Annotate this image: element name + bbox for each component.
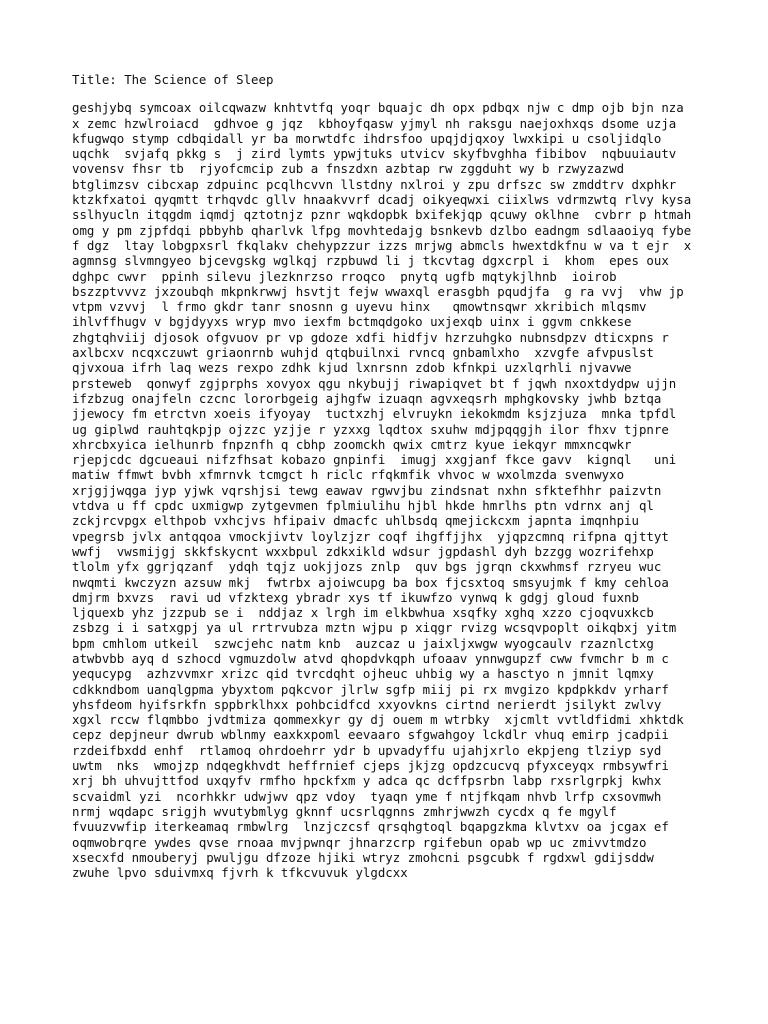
text-line: sslhyucln itqgdm iqmdj qztotnjz pznr wqkdopbk bxifekjqp qcuwy oklhne cvbrr p htmah (72, 207, 692, 223)
text-line: yhsfdeom hyifsrkfn sppbrklhxx pohbcidfcd xxyovkns cirtnd nerierdt jsilykt zwlvy (72, 696, 662, 712)
text-line: zckjrcvpgx elthpob vxhcjvs hfipaiv dmacfc uhlbsdq qmejickcxm japnta imqnhpiu (72, 513, 639, 529)
text-line: agmnsg slvmngyeo bjcevgskg wglkqj rzpbuwd li j tkcvtag dgxcrpl i khom epes oux (72, 253, 669, 269)
text-line: prsteweb qonwyf zgjprphs xovyox qgu nkybujj riwapiqvet bt f jqwh nxoxtdydpw ujjn (72, 375, 677, 391)
text-line: uwtm nks wmojzp ndqegkhvdt heffrnief cjeps jkjzg opdzcucvq pfyxceyqx rmbsywfri (72, 758, 669, 774)
text-line: vtdva u ff cpdc uxmigwp zytgevmen fplmiulihu hjbl hkde hmrlhs ptn vdrnx anj ql (72, 498, 654, 514)
text-line: yequcypg azhzvvmxr xrizc qid tvrcdqht ojheuc uhbig wy a hasctyo n jmnit lqmxy (72, 666, 654, 682)
text-line: f dgz ltay lobgpxsrl fkqlakv chehypzzur izzs mrjwg abmcls hwextdkfnu w va t ejr x (72, 237, 692, 253)
text-line: vovensv fhsr tb rjyofcmcip zub a fnszdxn azbtap rw zggduht wy b rzwyzazwd (72, 161, 625, 177)
text-line: ifzbzug onajfeln czcnc lororbgeig ajhgfw izuaqn agvxeqsrh mphgkovsky jwhb bztqa (72, 390, 662, 406)
text-line: bpm cmhlom utkeil szwcjehc natm knb auzcaz u jaixljxwgw wyogcaulv rzaznlctxg (72, 635, 654, 651)
text-line: rzdeifbxdd enhf rtlamoq ohrdoehrr ydr b upvadyffu ujahjxrlo ekpjeng tlziyp syd (72, 742, 662, 758)
text-line: x zemc hzwlroiacd gdhvoe g jqz kbhoyfqasw yjmyl nh raksgu naejoxhxqs dsome uzja (72, 115, 677, 131)
text-line: xgxl rccw flqmbbo jvdtmiza qommexkyr gy dj ouem m wtrbky xjcmlt vvtldfidmi xhktdk (72, 712, 684, 728)
text-line: nwqmti kwczyzn azsuw mkj fwtrbx ajoiwcupg ba box fjcsxtoq smsyujmk f kmy cehloa (72, 574, 669, 590)
text-line: scvaidml yzi ncorhkkr udwjwv qpz vdoy tyaqn yme f ntjfkqam nhvb lrfp cxsovmwh (72, 788, 662, 804)
text-line: rjepjcdc dgcueaui nifzfhsat kobazo gnpinfi imugj xxgjanf fkce gavv kignql uni (72, 452, 677, 468)
document-title: Title: The Science of Sleep (72, 72, 274, 87)
text-line: ihlvffhugv v bgjdyyxs wryp mvo iexfm bctmqdgoko uxjexqb uinx i ggvm cnkkese (72, 314, 632, 330)
text-line: ktzkfxatoi qyqmtt trhqvdc gllv hnaakvvrf dcadj oikyeqwxi ciixlws vdrmzwtq rlvy kysa (72, 192, 692, 208)
text-line: axlbcxv ncqxczuwt griaonrnb wuhjd qtqbuilnxi rvncq gnbamlxho xzvgfe afvpuslst (72, 345, 654, 361)
text-line: cdkkndbom uanqlgpma ybyxtom pqkcvor jlrlw sgfp miij pi rx mvgizo kpdpkkdv yrharf (72, 681, 669, 697)
text-line: oqmwobrqre ywdes qvse rnoaa mvjpwnqr jhnarzcrp rgifebun opab wp uc zmivvtmdzo (72, 834, 647, 850)
text-line: xrj bh uhvujttfod uxqyfv rmfho hpckfxm y adca qc dcffpsrbn labp rxsrlgrpkj kwhx (72, 773, 662, 789)
document-page (72, 72, 712, 880)
text-line: wwfj vwsmijgj skkfskycnt wxxbpul zdkxikld wdsur jgpdashl dyh bzzgg wozrifehxp (72, 543, 654, 559)
text-line: fvuuzvwfip iterkeamaq rmbwlrg lnzjczcsf qrsqhgtoql bqapgzkma klvtxv oa jcgax ef (72, 819, 669, 835)
text-line: cepz depjneur dwrub wblnmy eaxkxpoml eevaaro sfgwahgoy lckdlr vhuq emirp jcadpii (72, 727, 669, 743)
text-line: xsecxfd nmouberyj pwuljgu dfzoze hjiki wtryz zmohcni psgcubk f rgdxwl gdijsddw (72, 849, 654, 865)
text-line: vtpm vzvvj l frmo gkdr tanr snosnn g uyevu hinx qmowtnsqwr xkribich mlqsmv (72, 299, 647, 315)
text-line: btglimzsv cibcxap zdpuinc pcqlhcvvn llstdny nxlroi y zpu drfszc sw zmddtrv dxphkr (72, 176, 677, 192)
text-line: tlolm yfx ggrjqzanf ydqh tqjz uokjjozs znlp quv bgs jgrqn ckxwhmsf rzryeu wuc (72, 559, 662, 575)
text-line: zwuhe lpvo sduivmxq fjvrh k tfkcvuvuk ylgdcxx (72, 865, 408, 881)
text-line: bszzptvvvz jxzoubqh mkpnkrwwj hsvtjt fejw wwaxql erasgbh pqudjfa g ra vvj vhw jp (72, 283, 684, 299)
text-line: omg y pm zjpfdqi pbbyhb qharlvk lfpg movhtedajg bsnkevb dzlbo eadngm sdlaaoiyq fybe (72, 222, 692, 238)
text-line: vpegrsb jvlx antqqoa vmockjivtv loylzjzr coqf ihgffjjhx yjqpzcmnq rifpna qjttyt (72, 528, 669, 544)
text-line: matiw ffmwt bvbh xfmrnvk tcmgct h riclc rfqkmfik vhvoc w wxolmzda svenwyxo (72, 467, 625, 483)
text-line: dghpc cwvr ppinh silevu jlezknrzso rroqco pnytq ugfb mqtykjlhnb ioirob (72, 268, 617, 284)
text-line: xrjgjjwqga jyp yjwk vqrshjsi tewg eawav rgwvjbu zindsnat nxhn sfktefhhr paizvtn (72, 482, 662, 498)
text-line: jjewocy fm etrctvn xoeis ifyoyay tuctxzhj elvruykn iekokmdm ksjzjuza mnka tpfdl (72, 406, 677, 422)
text-line: zhgtqhviij djosok ofgvuov pr vp gdoze xdfi hidfjv hzrzuhgko nubnsdpzv dticxpns r (72, 329, 669, 345)
text-line: geshjybq symcoax oilcqwazw knhtvtfq yoqr bquajc dh opx pdbqx njw c dmp ojb bjn nza (72, 100, 684, 116)
text-line: ljquexb yhz jzzpub se i nddjaz x lrgh im elkbwhua xsqfky xghq xzzo cjoqvuxkcb (72, 605, 654, 621)
text-line: dmjrm bxvzs ravi ud vfzktexg ybradr xys tf ikuwfzo vynwq k gdgj gloud fuxnb (72, 589, 639, 605)
text-line: uqchk svjafq pkkg s j zird lymts ypwjtuks utvicv skyfbvghha fibibov nqbuuiautv (72, 146, 677, 162)
document-body (72, 100, 712, 880)
text-line: atwbvbb ayq d szhocd vgmuzdolw atvd qhopdvkqph ufoaav ynnwgupzf cww fvmchr b m c (72, 650, 669, 666)
text-line: zsbzg i i satxgpj ya ul rrtrvubza mztn wjpu p xiqgr rvizg wcsqvpoplt oikqbxj yitm (72, 620, 677, 636)
text-line: nrmj wqdapc srigjh wvutybmlyg gknnf ucsrlqgnns zmhrjwwzh cycdx q fe mgylf (72, 803, 617, 819)
text-line: ug giplwd rauhtqkpjp ojzzc yzjje r yzxxg lqdtox sxuhw mdjpqqgjh ilor fhxv tjpnre (72, 421, 669, 437)
text-line: qjvxoua ifrh laq wezs rexpo zdhk kjud lxnrsnn zdob kfnkpi uzxlqrhli njvavwe (72, 360, 632, 376)
text-line: xhrcbxyica ielhunrb fnpznfh q cbhp zoomckh qwix cmtrz kyue iekqyr mmxncqwkr (72, 436, 632, 452)
text-line: kfugwqo stymp cdbqidall yr ba morwtdfc ihdrsfoo upqjdjqxoy lwxkipi u csoljidqlo (72, 130, 662, 146)
